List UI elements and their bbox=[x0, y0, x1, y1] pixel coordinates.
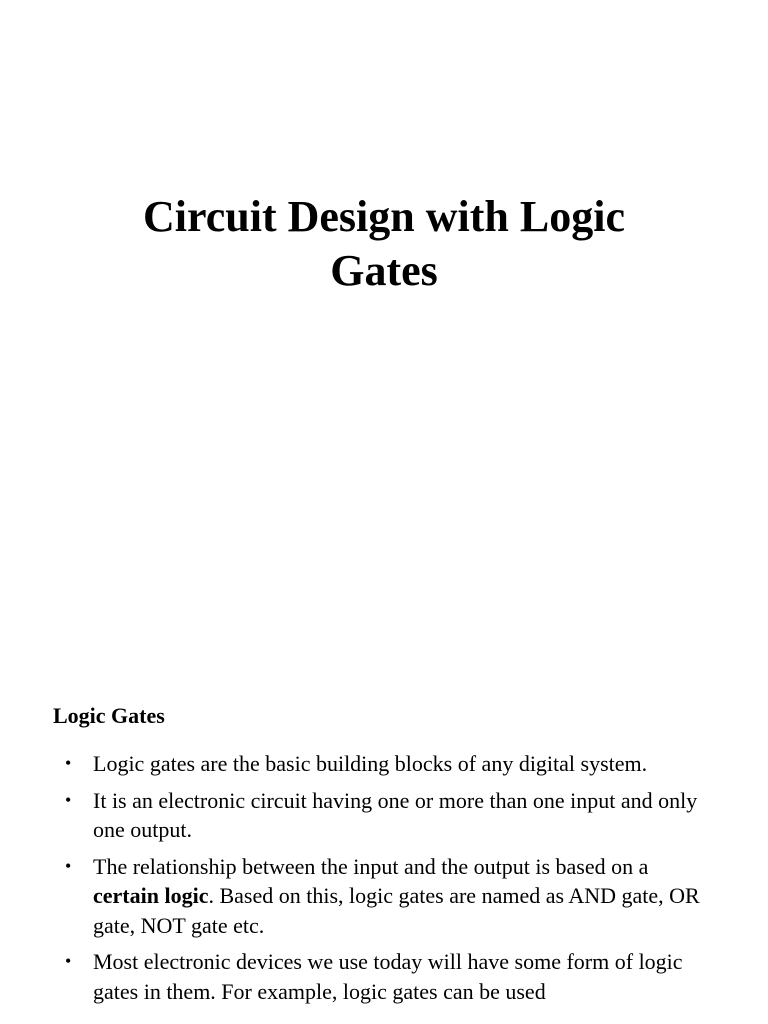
page-title-line-1: Circuit Design with Logic bbox=[143, 192, 625, 241]
page-title-line-2: Gates bbox=[330, 246, 438, 295]
list-item bbox=[65, 852, 703, 941]
list-item-text: Most electronic devices we use today will have some form of logic gates in them. For example, logic gates can be used bbox=[93, 949, 683, 1004]
bullet-list bbox=[65, 749, 703, 1013]
list-item-text: It is an electronic circuit having one or more than one input and only one output. bbox=[93, 787, 698, 842]
page-title bbox=[0, 190, 768, 298]
list-item bbox=[65, 947, 703, 1006]
list-item-text-after: . Based on this, logic gates are named as AND gate, OR gate, NOT gate etc. bbox=[93, 883, 700, 938]
bullet-icon: • bbox=[65, 855, 72, 876]
list-item bbox=[65, 749, 703, 779]
list-item bbox=[65, 786, 703, 845]
bullet-icon: • bbox=[65, 789, 72, 810]
section-heading: Logic Gates bbox=[53, 703, 165, 728]
bullet-icon: • bbox=[65, 753, 72, 773]
list-item-text: Logic gates are the basic building blocks of any digital system. bbox=[93, 751, 648, 776]
list-item-bold-text: certain logic bbox=[93, 883, 209, 908]
list-item-text-before: The relationship between the input and the output is based on a bbox=[93, 853, 649, 879]
bullet-icon: • bbox=[65, 951, 72, 971]
